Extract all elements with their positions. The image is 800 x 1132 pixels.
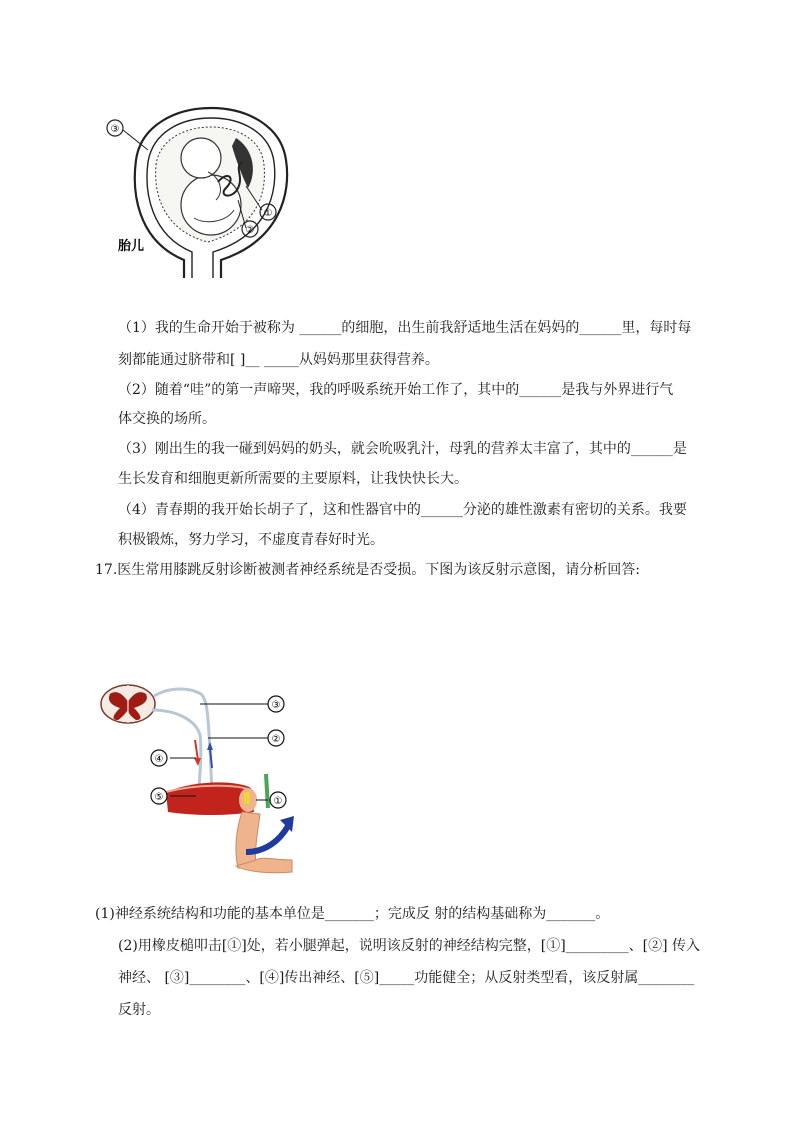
fetus-head bbox=[181, 138, 221, 178]
label-3: ③ bbox=[110, 124, 120, 135]
q17-part2-line3: 反射。 bbox=[118, 1002, 160, 1018]
q17-part2-line1: (2)用橡皮槌叩击[①]处，若小腿弹起，说明该反射的神经结构完整，[①]_________、[②] 传入 bbox=[118, 938, 701, 954]
reflex-label-3: ③ bbox=[271, 700, 281, 711]
q16-part2-line2: 体交换的场所。 bbox=[118, 411, 216, 427]
label-1: ① bbox=[263, 208, 273, 219]
q16-part3-line1: （3）刚出生的我一碰到妈妈的奶头，就会吮吸乳汁，母乳的营养太丰富了，其中的______是 bbox=[118, 441, 687, 457]
q16-part4-line2: 积极锻炼，努力学习，不虚度青春好时光。 bbox=[118, 532, 384, 548]
q17-part2-line2: 神经、 [③]________、[④]传出神经、[⑤]_____功能健全；从反射类型看，该反射属________ bbox=[118, 970, 695, 986]
reflex-label-4: ④ bbox=[154, 754, 164, 765]
q16-part3-line2: 生长发育和细胞更新所需要的主要原料，让我快快长大。 bbox=[118, 471, 468, 487]
reflex-label-2: ② bbox=[271, 734, 281, 745]
knee-jerk-reflex-figure bbox=[96, 680, 296, 880]
q16-part1-line1: （1）我的生命开始于被称为 ______的细胞，出生前我舒适地生活在妈妈的______里，每时每 bbox=[118, 320, 692, 336]
fetus-body bbox=[181, 175, 241, 235]
q16-part4-line1: （4）青春期的我开始长胡子了，这和性器官中的______分泌的雄性激素有密切的关系。我要 bbox=[118, 502, 687, 518]
uterus-fetus-figure bbox=[96, 100, 316, 290]
reflex-label-1: ① bbox=[273, 796, 283, 807]
reflex-hammer bbox=[266, 774, 268, 808]
q17-part1: (1)神经系统结构和功能的基本单位是_______；完成反 射的结构基础称为_______。 bbox=[95, 906, 610, 922]
q16-part1-line2: 刻都能通过脐带和[ ]__ _____从妈妈那里获得营养。 bbox=[118, 352, 439, 368]
q16-part2-line1: （2）随着“哇”的第一声啼哭，我的呼吸系统开始工作了，其中的______是我与外界进行气 bbox=[118, 382, 674, 398]
q17-stem: 17.医生常用膝跳反射诊断被测者神经系统是否受损。下图为该反射示意图，请分析回答: bbox=[95, 562, 640, 578]
label-fetus: 胎儿 bbox=[118, 239, 145, 254]
label-2: ② bbox=[245, 225, 255, 236]
reflex-label-5: ⑤ bbox=[154, 792, 164, 803]
patellar-tendon bbox=[244, 792, 250, 804]
